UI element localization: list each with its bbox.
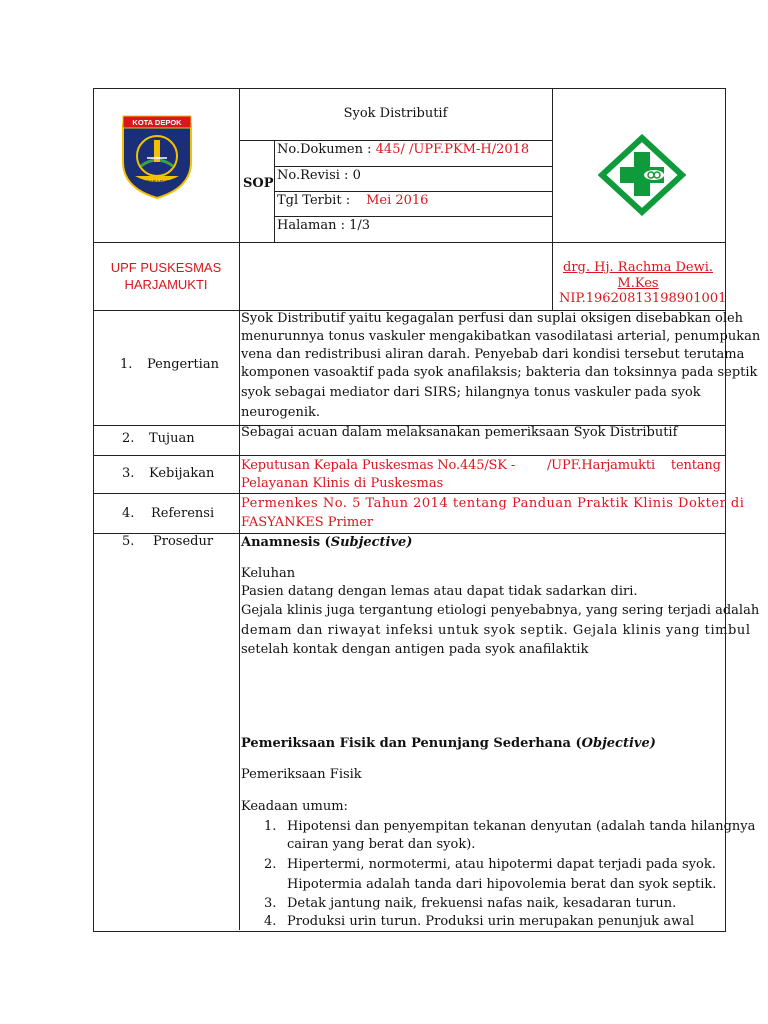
objective-heading — [241, 735, 656, 753]
unit-name-line-2: HARJAMUKTI — [124, 277, 208, 292]
body-col-line — [239, 310, 240, 930]
keluhan-line-1: Pasien datang dengan lemas atau dapat tidak sadarkan diri. — [241, 584, 638, 599]
signer-name-line-2: M.Kes — [617, 276, 659, 291]
list-item-1-number: 1. — [264, 819, 277, 834]
sop-label: SOP — [243, 176, 274, 191]
section-number-prosedur: 5. — [122, 534, 135, 549]
pengertian-line-5: syok sebagai mediator dari SIRS; hilangnya tonus vaskuler pada syok — [241, 385, 701, 400]
list-item-2-line-2: Hipotermia adalah tanda dari hipovolemia berat dan syok septik. — [287, 877, 717, 892]
svg-text:KOTA DEPOK: KOTA DEPOK — [132, 118, 182, 127]
list-item-2-line-1: Hipertermi, normotermi, atau hipotermi dapat terjadi pada syok. — [287, 857, 716, 872]
pengertian-line-2: menurunnya tonus vaskuler mengakibatkan vasodilatasi arterial, penumpukan — [241, 329, 761, 344]
row-line-kebijakan — [93, 493, 725, 494]
kebijakan-line-2: Pelayanan Klinis di Puskesmas — [241, 476, 444, 491]
list-item-4-line-1: Produksi urin turun. Produksi urin merupakan penunjuk awal — [287, 914, 695, 929]
signer-nip: NIP.19620813198901001 — [559, 291, 727, 306]
list-item-1-line-1: Hipotensi dan penyempitan tekanan denyutan (adalah tanda hilangnya — [287, 819, 756, 834]
kota-depok-crest-icon — [121, 114, 193, 200]
no-revisi-row: No.Revisi : 0 — [277, 168, 361, 183]
list-item-4-number: 4. — [264, 914, 277, 929]
kebijakan-line-1: Keputusan Kepala Puskesmas No.445/SK - /UPF.Harjamukti tentang — [241, 458, 721, 473]
anamnesis-heading-italic: Subjective) — [330, 535, 413, 550]
tgl-terbit-label: Tgl Terbit : — [277, 193, 351, 208]
pengertian-line-6: neurogenik. — [241, 405, 321, 420]
row-line-tujuan — [93, 455, 725, 456]
header-bottom-line — [93, 242, 725, 243]
section-number-pengertian: 1. — [120, 357, 133, 372]
objective-heading-italic: Objective) — [581, 736, 656, 751]
list-item-3-number: 3. — [264, 896, 277, 911]
puskesmas-logo-icon — [598, 134, 686, 216]
list-item-1-line-2: cairan yang berat dan syok). — [287, 837, 476, 852]
halaman-row: Halaman : 1/3 — [277, 218, 371, 233]
referensi-line-1: Permenkes No. 5 Tahun 2014 tentang Panduan Praktik Klinis Dokter di — [241, 496, 745, 511]
referensi-line-2: FASYANKES Primer — [241, 515, 374, 530]
signer-name-line-1: drg. Hj. Rachma Dewi. — [563, 260, 713, 275]
section-number-referensi: 4. — [122, 506, 135, 521]
section-label-prosedur: Prosedur — [153, 534, 214, 549]
tgl-terbit-value: Mei 2016 — [366, 193, 429, 208]
section-label-kebijakan: Kebijakan — [149, 466, 215, 481]
unit-name-line-1: UPF PUSKESMAS — [110, 260, 222, 275]
section-number-kebijakan: 3. — [122, 466, 135, 481]
svg-text:PANCARA DARMA: PANCARA DARMA — [137, 179, 177, 184]
section-number-tujuan: 2. — [122, 431, 135, 446]
list-item-2-number: 2. — [264, 857, 277, 872]
pengertian-line-1: Syok Distributif yaitu kegagalan perfusi dan suplai oksigen disebabkan oleh — [241, 311, 744, 326]
no-dokumen-row — [277, 141, 529, 159]
gejala-line-1: Gejala klinis juga tergantung etiologi penyebabnya, yang sering terjadi adalah — [241, 603, 760, 618]
keadaan-umum-label: Keadaan umum: — [241, 799, 348, 814]
tgl-terbit-row — [277, 192, 428, 210]
pengertian-line-4: komponen vasoaktif pada syok anafilaksis; bakteria dan toksinnya pada septik — [241, 365, 758, 380]
tujuan-text: Sebagai acuan dalam melaksanakan pemeriksaan Syok Distributif — [241, 425, 678, 440]
list-item-3-line-1: Detak jantung naik, frekuensi nafas naik, kesadaran turun. — [287, 896, 677, 911]
section-label-tujuan: Tujuan — [149, 431, 195, 446]
keluhan-label: Keluhan — [241, 566, 296, 581]
section-label-referensi: Referensi — [151, 506, 215, 521]
anamnesis-heading — [241, 534, 412, 552]
header-col-line-2 — [274, 140, 275, 242]
pemeriksaan-fisik-label: Pemeriksaan Fisik — [241, 767, 362, 782]
no-dokumen-label: No.Dokumen : — [277, 142, 376, 157]
anamnesis-heading-text: Anamnesis ( — [241, 535, 331, 550]
section-label-pengertian: Pengertian — [147, 357, 219, 372]
pengertian-line-3: vena dan redistribusi aliran darah. Penyebab dari kondisi tersebut terutama — [241, 347, 745, 362]
gejala-line-3: setelah kontak dengan antigen pada syok anafilaktik — [241, 642, 589, 657]
gejala-line-2: demam dan riwayat infeksi untuk syok septik. Gejala klinis yang timbul — [241, 623, 751, 638]
document-title: Syok Distributif — [343, 106, 448, 121]
objective-heading-text: Pemeriksaan Fisik dan Penunjang Sederhana ( — [241, 736, 582, 751]
no-dokumen-value: 445/ /UPF.PKM-H/2018 — [375, 142, 530, 157]
